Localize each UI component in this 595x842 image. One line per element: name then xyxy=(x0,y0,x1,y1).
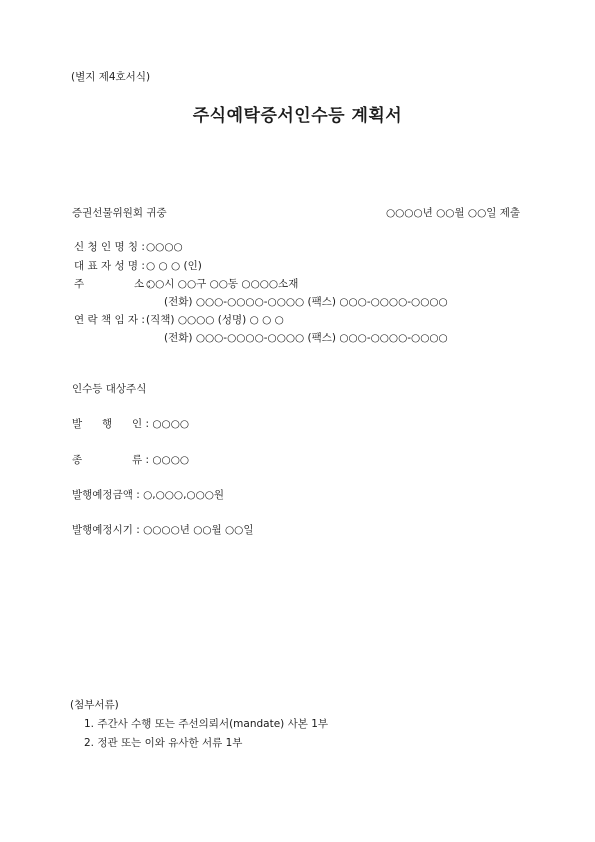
issuer-row xyxy=(72,419,189,430)
amount-label: 발행예정금액 : xyxy=(72,489,140,501)
section-title-securities: 인수등 대상주식 xyxy=(72,383,147,395)
representative-value: ○ ○ ○ (인) xyxy=(146,260,202,272)
type-value: ○○○○ xyxy=(152,454,190,466)
amount-value: ○,○○○,○○○원 xyxy=(143,489,225,501)
applicant-name-value: ○○○○ xyxy=(146,241,183,253)
type-row xyxy=(72,455,189,466)
contact-phone-fax: (전화) ○○○-○○○○-○○○○ (팩스) ○○○-○○○○-○○○○ xyxy=(164,332,448,344)
date-label: 발행예정시기 : xyxy=(72,524,140,536)
addressee: 증권선물위원회 귀중 xyxy=(72,207,167,219)
attachment-item-2: 2. 정관 또는 이와 유사한 서류 1부 xyxy=(84,737,243,749)
issuer-label: 발 행 인 : xyxy=(72,418,150,430)
contact-person-label: 연 락 책 임 자 : xyxy=(74,314,145,326)
address-label: 주 소 : xyxy=(74,278,152,290)
form-number: (별지 제4호서식) xyxy=(71,71,151,83)
representative-label: 대 표 자 성 명 : xyxy=(74,260,145,272)
amount-row xyxy=(72,490,224,501)
attachment-item-1: 1. 주간사 수행 또는 주선의뢰서(mandate) 사본 1부 xyxy=(84,718,329,730)
document-title: 주식예탁증서인수등 계획서 xyxy=(192,106,403,126)
address-phone-fax: (전화) ○○○-○○○○-○○○○ (팩스) ○○○-○○○○-○○○○ xyxy=(164,296,448,308)
attachments-heading: (첨부서류) xyxy=(70,699,119,711)
applicant-name-label: 신 청 인 명 칭 : xyxy=(74,241,145,253)
issuer-value: ○○○○ xyxy=(152,418,190,430)
date-row xyxy=(72,525,253,536)
contact-person-value: (직책) ○○○○ (성명) ○ ○ ○ xyxy=(146,314,284,326)
submission-date: ○○○○년 ○○월 ○○일 제출 xyxy=(385,207,520,219)
date-value: ○○○○년 ○○월 ○○일 xyxy=(143,524,254,536)
type-label: 종 류 : xyxy=(72,454,150,466)
address-value: ○○시 ○○구 ○○동 ○○○○소재 xyxy=(146,278,299,290)
